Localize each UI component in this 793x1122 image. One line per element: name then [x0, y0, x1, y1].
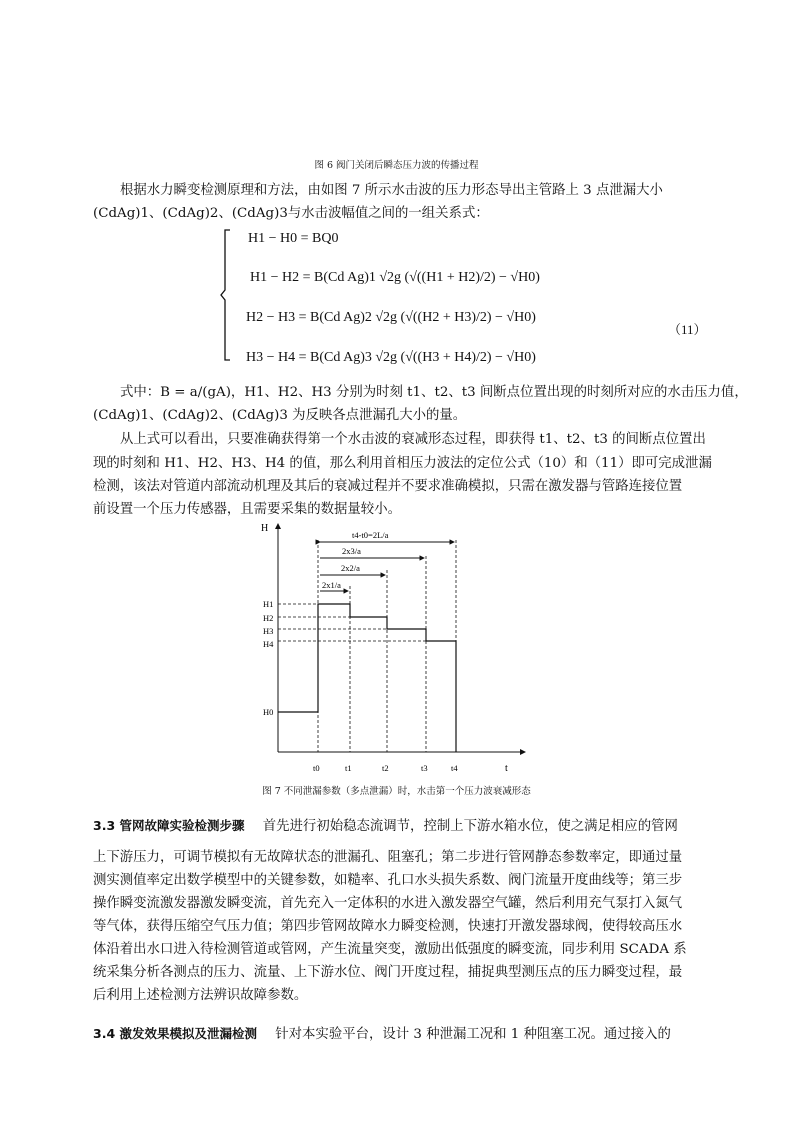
sec33-line5: 等气体，获得压缩空气压力值；第四步管网故障水力瞬变检测，快速打开激发器球阀，使得较高压水: [93, 919, 683, 934]
dim-label-2L-a: t4-t0=2L/a: [352, 530, 389, 540]
sec34-line1: 针对本实验平台，设计 3 种泄漏工况和 1 种阻塞工况。通过接入的: [275, 1027, 671, 1042]
equation-number: （11）: [668, 322, 707, 337]
para1-line1: 根据水力瞬变检测原理和方法，由如图 7 所示水击波的压力形态导出主管路上 3 点泄漏大小: [120, 183, 663, 198]
sec33-line4: 操作瞬变流激发器激发瞬变流，首先充入一定体积的水进入激发器空气罐，然后利用充气泵打入氮气: [93, 896, 683, 911]
sec34-heading: 3.4 激发效果模拟及泄漏检测: [93, 1026, 257, 1041]
dim-label-2x1-a: 2x1/a: [322, 580, 341, 590]
para3-line3: 检测，该法对管道内部流动机理及其后的衰减过程并不要求准确模拟，只需在激发器与管路连接位置: [93, 479, 683, 494]
figure-7-diagram: [250, 510, 540, 780]
equation-brace: [220, 225, 232, 365]
para3-line2: 现的时刻和 H1、H2、H3、H4 的值，那么利用首相压力波法的定位公式（10）和（11）即可完成泄漏: [93, 456, 712, 471]
time-label-t2: t2: [382, 763, 389, 773]
para2-line1: 式中：B = a/(gA)，H1、H2、H3 分别为时刻 t1、t2、t3 间断点位置出现的时刻所对应的水击压力值，: [120, 385, 748, 400]
para2-line2: (CdAg)1、(CdAg)2、(CdAg)3 为反映各点泄漏孔大小的量。: [93, 408, 467, 423]
time-label-t3: t3: [421, 763, 428, 773]
equation-3: H2 − H3 = B(Cd Ag)2 √2g (√((H2 + H3)/2) − √H0): [246, 310, 536, 325]
sec33-line8: 后利用上述检测方法辨识故障参数。: [93, 988, 308, 1003]
sec33-first-line: [93, 815, 678, 834]
sec33-heading: 3.3 管网故障实验检测步骤: [93, 818, 245, 833]
equation-1: H1 − H0 = BQ0: [248, 231, 339, 246]
sec33-line6: 体沿着出水口进入待检测管道或管网，产生流量突变，激励出低强度的瞬变流，同步利用 SCADA 系: [93, 942, 687, 957]
time-label-t4: t4: [451, 763, 458, 773]
x-axis-label: t: [505, 763, 508, 774]
sec33-line3: 测实测值率定出数学模型中的关键参数，如糙率、孔口水头损失系数、阀门流量开度曲线等；第三步: [93, 873, 683, 888]
level-label-h4: H4: [263, 639, 274, 649]
equation-2: H1 − H2 = B(Cd Ag)1 √2g (√((H1 + H2)/2) − √H0): [250, 270, 540, 285]
level-label-h3: H3: [263, 626, 274, 636]
para3-line1: 从上式可以看出，只要准确获得第一个水击波的衰减形态过程，即获得 t1、t2、t3 的间断点位置出: [120, 432, 706, 447]
sec33-line7: 统采集分析各测点的压力、流量、上下游水位、阀门开度过程，捕捉典型测压点的压力瞬变过程，最: [93, 965, 683, 980]
level-label-h1: H1: [263, 599, 274, 609]
level-label-h2: H2: [263, 613, 274, 623]
para3-line4: 前设置一个压力传感器，且需要采集的数据量较小。: [93, 502, 401, 517]
sec33-line2: 上下游压力，可调节模拟有无故障状态的泄漏孔、阻塞孔；第二步进行管网静态参数率定，即通过量: [93, 850, 683, 865]
dim-label-2x3-a: 2x3/a: [342, 546, 361, 556]
sec33-line1: 首先进行初始稳态流调节，控制上下游水箱水位，使之满足相应的管网: [262, 819, 678, 834]
figure-6-caption: 图 6 阀门关闭后瞬态压力波的传播过程: [314, 160, 479, 171]
time-label-t1: t1: [345, 763, 352, 773]
pressure-waveform: [278, 604, 456, 752]
sec34-first-line: [93, 1023, 671, 1042]
y-axis-label: H: [261, 523, 269, 534]
equation-4: H3 − H4 = B(Cd Ag)3 √2g (√((H3 + H4)/2) − √H0): [246, 350, 536, 365]
level-label-h0: H0: [263, 707, 274, 717]
dim-label-2x2-a: 2x2/a: [341, 563, 360, 573]
para1-line2: (CdAg)1、(CdAg)2、(CdAg)3与水击波幅值之间的一组关系式：: [93, 206, 489, 221]
figure-7-caption: 图 7 不同泄漏参数（多点泄漏）时，水击第一个压力波衰减形态: [262, 786, 531, 797]
time-label-t0: t0: [313, 763, 320, 773]
